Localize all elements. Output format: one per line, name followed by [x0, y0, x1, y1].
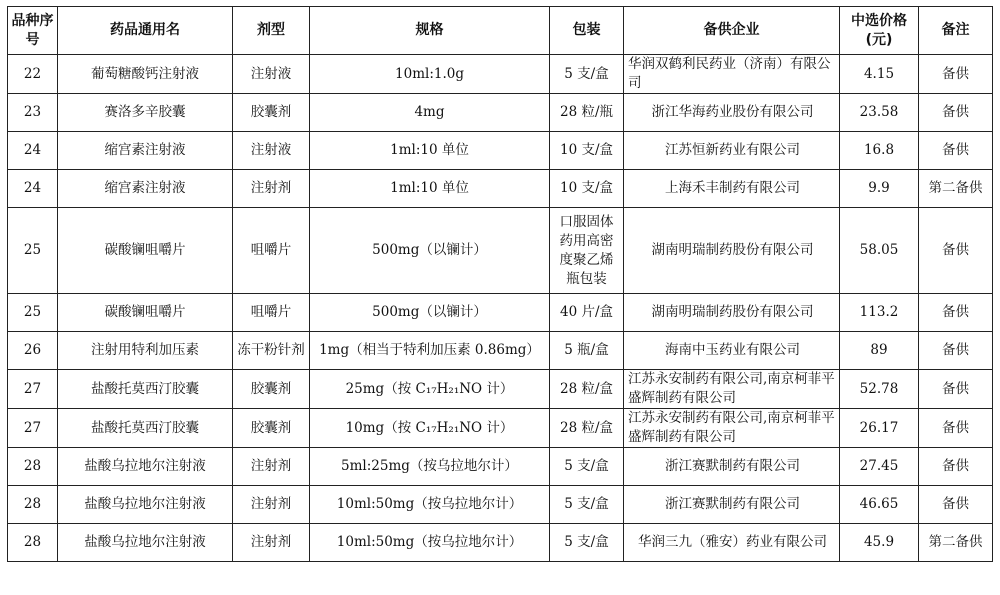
cell-name: 碳酸镧咀嚼片 — [58, 208, 233, 294]
cell-price: 45.9 — [840, 524, 919, 562]
table-row — [8, 370, 993, 409]
cell-no: 27 — [8, 409, 58, 448]
cell-company: 上海禾丰制药有限公司 — [624, 170, 840, 208]
cell-pack: 10 支/盒 — [550, 170, 624, 208]
cell-company: 华润双鹤利民药业（济南）有限公司 — [624, 55, 840, 94]
cell-no: 24 — [8, 170, 58, 208]
table-row — [8, 170, 993, 208]
cell-form: 注射剂 — [233, 524, 310, 562]
cell-company: 湖南明瑞制药股份有限公司 — [624, 208, 840, 294]
drug-table-wrapper — [7, 6, 993, 562]
cell-form: 胶囊剂 — [233, 409, 310, 448]
cell-form: 注射剂 — [233, 448, 310, 486]
header-spec: 规格 — [310, 7, 550, 55]
cell-pack: 40 片/盒 — [550, 294, 624, 332]
cell-spec: 10ml:50mg（按乌拉地尔计） — [310, 524, 550, 562]
cell-note: 第二备供 — [919, 524, 993, 562]
cell-no: 27 — [8, 370, 58, 409]
cell-name: 盐酸乌拉地尔注射液 — [58, 524, 233, 562]
cell-pack: 10 支/盒 — [550, 132, 624, 170]
cell-no: 28 — [8, 524, 58, 562]
cell-price: 23.58 — [840, 94, 919, 132]
cell-form: 咀嚼片 — [233, 208, 310, 294]
cell-note: 备供 — [919, 486, 993, 524]
table-row — [8, 409, 993, 448]
header-no: 品种序号 — [8, 7, 58, 55]
cell-note: 备供 — [919, 55, 993, 94]
header-price: 中选价格(元) — [840, 7, 919, 55]
cell-form: 注射液 — [233, 55, 310, 94]
cell-name: 赛洛多辛胶囊 — [58, 94, 233, 132]
table-row — [8, 55, 993, 94]
cell-spec: 10ml:50mg（按乌拉地尔计） — [310, 486, 550, 524]
cell-form: 注射剂 — [233, 170, 310, 208]
cell-note: 备供 — [919, 132, 993, 170]
cell-price: 113.2 — [840, 294, 919, 332]
header-name: 药品通用名 — [58, 7, 233, 55]
cell-price: 58.05 — [840, 208, 919, 294]
cell-pack: 28 粒/盒 — [550, 409, 624, 448]
cell-company: 江苏永安制药有限公司,南京柯菲平盛辉制药有限公司 — [624, 370, 840, 409]
header-form: 剂型 — [233, 7, 310, 55]
cell-name: 碳酸镧咀嚼片 — [58, 294, 233, 332]
table-row — [8, 94, 993, 132]
table-row — [8, 486, 993, 524]
cell-note: 备供 — [919, 208, 993, 294]
cell-no: 28 — [8, 448, 58, 486]
drug-table — [7, 6, 993, 562]
cell-company: 海南中玉药业有限公司 — [624, 332, 840, 370]
cell-name: 缩宫素注射液 — [58, 170, 233, 208]
cell-price: 46.65 — [840, 486, 919, 524]
cell-spec: 1ml:10 单位 — [310, 170, 550, 208]
cell-note: 备供 — [919, 409, 993, 448]
header-pack: 包装 — [550, 7, 624, 55]
cell-spec: 25mg（按 C₁₇H₂₁NO 计） — [310, 370, 550, 409]
cell-note: 第二备供 — [919, 170, 993, 208]
cell-price: 9.9 — [840, 170, 919, 208]
table-row — [8, 208, 993, 294]
cell-pack: 5 支/盒 — [550, 486, 624, 524]
cell-no: 26 — [8, 332, 58, 370]
cell-pack: 口服固体药用高密度聚乙烯瓶包装 — [550, 208, 624, 294]
cell-name: 盐酸乌拉地尔注射液 — [58, 448, 233, 486]
cell-note: 备供 — [919, 370, 993, 409]
cell-form: 注射液 — [233, 132, 310, 170]
cell-price: 26.17 — [840, 409, 919, 448]
table-row — [8, 524, 993, 562]
cell-no: 22 — [8, 55, 58, 94]
cell-name: 盐酸乌拉地尔注射液 — [58, 486, 233, 524]
cell-pack: 5 支/盒 — [550, 448, 624, 486]
cell-form: 胶囊剂 — [233, 94, 310, 132]
cell-spec: 500mg（以镧计） — [310, 208, 550, 294]
cell-pack: 5 瓶/盒 — [550, 332, 624, 370]
cell-name: 注射用特利加压素 — [58, 332, 233, 370]
table-row — [8, 132, 993, 170]
cell-spec: 1mg（相当于特利加压素 0.86mg） — [310, 332, 550, 370]
cell-spec: 5ml:25mg（按乌拉地尔计） — [310, 448, 550, 486]
cell-price: 52.78 — [840, 370, 919, 409]
cell-company: 江苏永安制药有限公司,南京柯菲平盛辉制药有限公司 — [624, 409, 840, 448]
header-company: 备供企业 — [624, 7, 840, 55]
table-row — [8, 332, 993, 370]
cell-form: 咀嚼片 — [233, 294, 310, 332]
cell-note: 备供 — [919, 332, 993, 370]
cell-no: 23 — [8, 94, 58, 132]
cell-pack: 5 支/盒 — [550, 524, 624, 562]
cell-pack: 5 支/盒 — [550, 55, 624, 94]
cell-no: 24 — [8, 132, 58, 170]
cell-name: 缩宫素注射液 — [58, 132, 233, 170]
cell-no: 25 — [8, 294, 58, 332]
cell-pack: 28 粒/盒 — [550, 370, 624, 409]
cell-name: 葡萄糖酸钙注射液 — [58, 55, 233, 94]
cell-spec: 1ml:10 单位 — [310, 132, 550, 170]
cell-price: 4.15 — [840, 55, 919, 94]
table-body — [8, 55, 993, 562]
cell-company: 浙江华海药业股份有限公司 — [624, 94, 840, 132]
cell-form: 注射剂 — [233, 486, 310, 524]
table-row — [8, 294, 993, 332]
cell-spec: 10ml:1.0g — [310, 55, 550, 94]
cell-note: 备供 — [919, 448, 993, 486]
cell-name: 盐酸托莫西汀胶囊 — [58, 409, 233, 448]
cell-company: 湖南明瑞制药股份有限公司 — [624, 294, 840, 332]
cell-price: 16.8 — [840, 132, 919, 170]
cell-note: 备供 — [919, 294, 993, 332]
cell-form: 冻干粉针剂 — [233, 332, 310, 370]
cell-note: 备供 — [919, 94, 993, 132]
cell-company: 江苏恒新药业有限公司 — [624, 132, 840, 170]
cell-company: 浙江赛默制药有限公司 — [624, 486, 840, 524]
cell-no: 28 — [8, 486, 58, 524]
header-note: 备注 — [919, 7, 993, 55]
cell-pack: 28 粒/瓶 — [550, 94, 624, 132]
cell-spec: 10mg（按 C₁₇H₂₁NO 计） — [310, 409, 550, 448]
cell-company: 浙江赛默制药有限公司 — [624, 448, 840, 486]
header-row — [8, 7, 993, 55]
cell-price: 27.45 — [840, 448, 919, 486]
cell-price: 89 — [840, 332, 919, 370]
cell-company: 华润三九（雅安）药业有限公司 — [624, 524, 840, 562]
cell-name: 盐酸托莫西汀胶囊 — [58, 370, 233, 409]
table-row — [8, 448, 993, 486]
cell-spec: 4mg — [310, 94, 550, 132]
cell-spec: 500mg（以镧计） — [310, 294, 550, 332]
cell-no: 25 — [8, 208, 58, 294]
cell-form: 胶囊剂 — [233, 370, 310, 409]
